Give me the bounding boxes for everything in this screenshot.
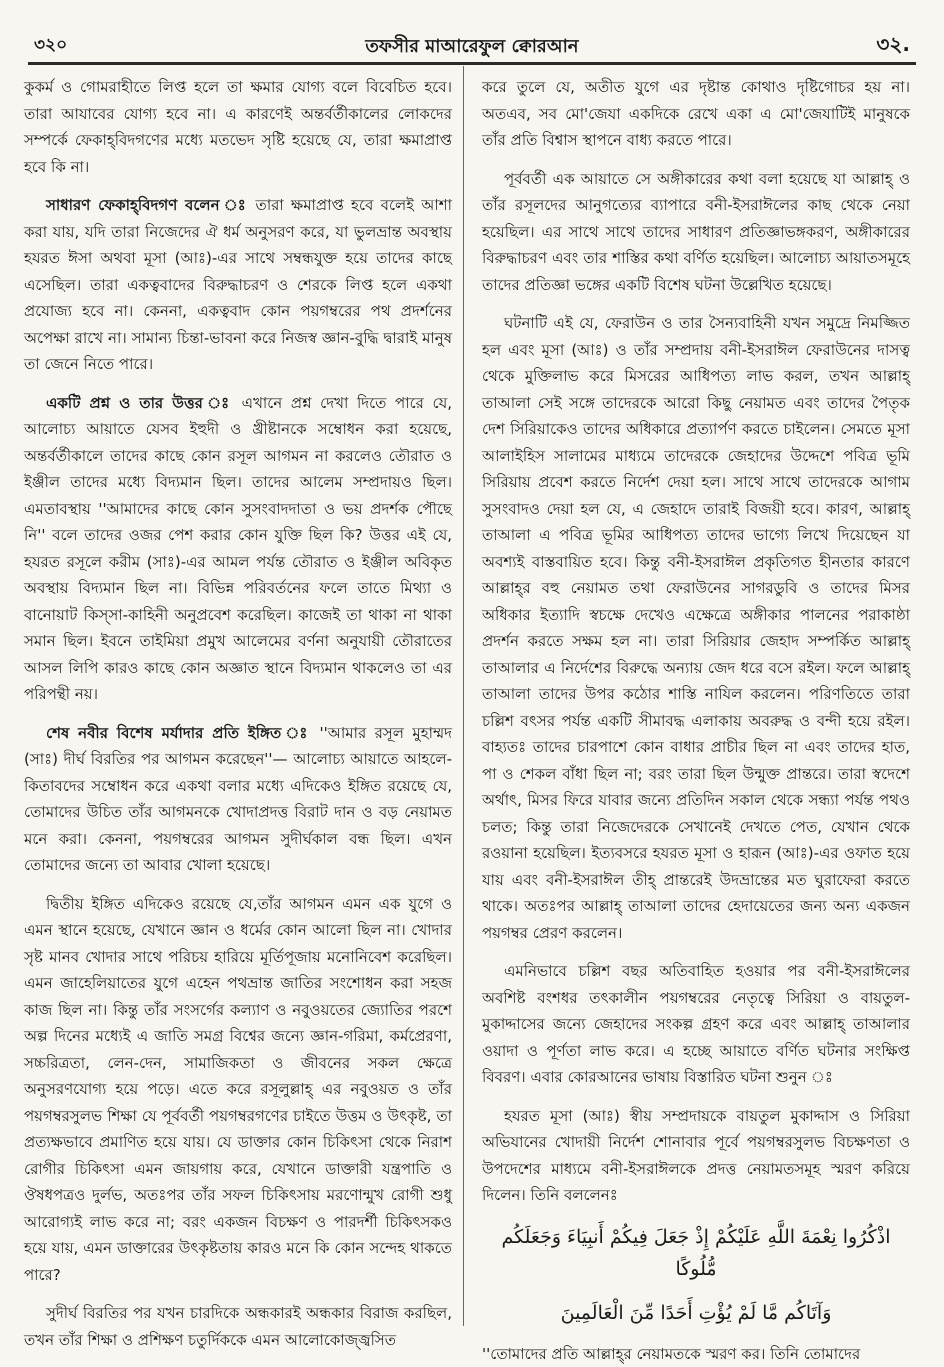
column-divider: [463, 66, 464, 1326]
page-number-left: ৩২০: [34, 32, 67, 60]
running-title: তফসীর মাআরেফুল ক্বোরআন: [28, 32, 916, 63]
paragraph: দ্বিতীয় ইঙ্গিত এদিকেও রয়েছে যে,তাঁর আগমন এমন এক যুগে ও এমন স্থানে হয়েছে, যেখানে জ্ঞান ও ধর্মের কোন আলো ছিল না। খোদার সৃষ্ট মানব খোদার সাথে পরিচয় হারিয়ে মূর্তিপূজায় মনোনিবেশ করেছিল। এমন জাহেলিয়াতের যুগে এহেন পথভ্রান্ত জাতির সংশোধন করা সহজ কাজ ছিল না। কিন্তু তাঁর সংসর্গের কল্যাণ ও নবুওয়তের জ্যোতির পরশে অল্প দিনের মধ্যেই এ জাতি সমগ্র বিশ্বের জন্যে জ্ঞান-গরিমা, কর্মপ্রেরণা, সচ্চরিত্রতা, লেন-দেন, সামাজিকতা ও জীবনের সকল ক্ষেত্রে অনুসরণযোগ্য হয়ে পড়ে। এতে করে রসূলুল্লাহ্‌ এর নবুওয়ত ও তাঁর পয়গম্বরসুলভ শিক্ষা যে পূর্ববর্তী পয়গম্বরগণের চাইতে উত্তম ও উৎকৃষ্ট, তা প্রত্যক্ষভাবে প্রমাণিত হয়ে যায়। যে ডাক্তার কোন চিকিৎসা থেকে নিরাশ রোগীর চিকিৎসা এমন জায়গায় করে, যেখানে ডাক্তারী যন্ত্রপাতি ও ঔষধপত্রও দুর্লভ, অতঃপর তাঁর সফল চিকিৎসায় মরণোন্মুখ রোগী শুধু আরোগ্যই লাভ করে না; বরং একজন বিচক্ষণ ও পারদর্শী চিকিৎসকও হয়ে যায়, এমন ডাক্তারের উৎকৃষ্টতায় কারও মনে কি কোন সন্দেহ থাকতে পারে?: [24, 891, 452, 1289]
header-rule: [28, 62, 916, 65]
paragraph: করে তুলে যে, অতীত যুগে এর দৃষ্টান্ত কোথাও দৃষ্টিগোচর হয় না। অতএব, সব মো'জেযা একদিকে রেখে একা এ মো'জেযাটিই মানুষকে তাঁর প্রতি বিশ্বাস স্থাপনে বাধ্য করতে পারে।: [482, 74, 910, 154]
left-column: [24, 74, 452, 1330]
page-number-right: ৩২.: [876, 30, 910, 63]
paragraph: একটি প্রশ্ন ও তার উত্তর ঃ এখানে প্রশ্ন দেখা দিতে পারে যে, আলোচ্য আয়াতে যেসব ইহুদী ও খ্রীষ্টানকে সম্বোধন করা হয়েছে, অন্তর্বর্তীকালে তাদের কাছে কোন রসূল আগমন না করলেও তৌরাত ও ইঞ্জীল তাদের মধ্যে বিদ্যমান ছিল। তাদের আলেম সম্প্রদায়ও ছিল। এমতাবস্থায় ''আমাদের কাছে কোন সুসংবাদদাতা ও ভয় প্রদর্শক পৌছে নি'' বলে তাদের ওজর পেশ করার কোন যুক্তি ছিল কি? উত্তর এই যে, হযরত রসূলে করীম (সাঃ)-এর আমল পর্যন্ত তৌরাত ও ইঞ্জীল অবিকৃত অবস্থায় বিদ্যমান ছিল না। বিভিন্ন পরিবর্তনের ফলে তাতে মিথ্যা ও বানোয়াট কিস্সা-কাহিনী অনুপ্রবেশ করেছিল। কাজেই তা থাকা না থাকা সমান ছিল। ইবনে তাইমিয়া প্রমুখ আলেমের বর্ণনা অনুযায়ী তৌরাতের আসল লিপি কারও কাছে কোন অজ্ঞাত স্থানে বিদ্যমান থাকলেও তা এর পরিপন্থী নয়।: [24, 390, 452, 708]
right-column: [482, 74, 910, 1330]
arabic-verse-line-1: اذْكُرُوا نِعْمَةَ اللَّهِ عَلَيْكُمْ إِذْ جَعَلَ فِيكُمْ أَنبِيَاءَ وَجَعَلَكُم مُّلُوكًا: [482, 1221, 910, 1285]
paragraph: সুদীর্ঘ বিরতির পর যখন চারদিকে অন্ধকারই অন্ধকার বিরাজ করছিল, তখন তাঁর শিক্ষা ও প্রশিক্ষণ চতুর্দিককে এমন আলোকোজ্জ্বসিত: [24, 1300, 452, 1353]
page-header: [28, 26, 916, 60]
translation-line: ''তোমাদের প্রতি আল্লাহ্‌র নেয়ামতকে স্মরণ কর। তিনি তোমাদের: [482, 1341, 910, 1367]
paragraph: ঘটনাটি এই যে, ফেরাউন ও তার সৈন্যবাহিনী যখন সমুদ্রে নিমজ্জিত হল এবং মূসা (আঃ) ও তাঁর সম্প্রদায় বনী-ইসরাঈল ফেরাউনের দাসত্ব থেকে মুক্তিলাভ করে মিসরের আধিপত্য লাভ করল, তখন আল্লাহ্‌ তাআলা সেই সঙ্গে তাদেরকে আরো কিছু নেয়ামত এবং তাদের পৈতৃক দেশ সিরিয়াকেও তাদের অধিকারে প্রত্যার্পণ করতে চাইলেন। সেমতে মূসা আলাইহিস সালামের মাধ্যমে তাদেরকে জেহাদের উদ্দেশে পবিত্র ভূমি সিরিয়ায় প্রবেশ করতে নির্দেশ দেয়া হল। সাথে সাথে তাদেরকে আগাম সুসংবাদও দেয়া হল যে, এ জেহাদে তারাই বিজয়ী হবে। কারণ, আল্লাহ্‌ তাআলা এ পবিত্র ভূমির আধিপত্য তাদের ভাগ্যে লিখে দিয়েছেন যা অবশ্যই বাস্তবায়িত হবে। কিন্তু বনী-ইসরাঈল প্রকৃতিগত হীনতার কারণে আল্লাহ্‌র বহু নেয়ামত তথা ফেরাউনের সাগরডুবি ও তাদের মিসর অধিকার ইত্যাদি স্বচক্ষে দেখেও এক্ষেত্রে অঙ্গীকার পালনের পরাকাষ্ঠা প্রদর্শন করতে সক্ষম হল না। তারা সিরিয়ার জেহাদ সম্পর্কিত আল্লাহ্‌ তাআলার এ নির্দেশের বিরুদ্ধে অন্যায় জেদ ধরে বসে রইল। ফলে আল্লাহ্‌ তাআলা তাদের উপর কঠোর শাস্তি নাযিল করলেন। পরিণতিতে তারা চল্লিশ বৎসর পর্যন্ত একটি সীমাবদ্ধ এলাকায় অবরুদ্ধ ও বন্দী হয়ে রইল। বাহ্যতঃ তাদের চারপাশে কোন বাধার প্রাচীর ছিল না এবং তাদের হাত, পা ও শেকল বাঁধা ছিল না; বরং তারা ছিল উন্মুক্ত প্রান্তরে। তারা স্বদেশে অর্থাৎ, মিসর ফিরে যাবার জন্যে প্রতিদিন সকাল থেকে সন্ধ্যা পর্যন্ত পথও চলত; কিন্তু তারা নিজেদেরকে সেখানেই দেখতে পেত, যেখান থেকে রওয়ানা হয়েছিল। ইত্যবসরে হযরত মূসা ও হারূন (আঃ)-এর ওফাত হয়ে যায় এবং বনী-ইসরাঈল তীহ্‌ প্রান্তরেই উদভ্রান্তের মত ঘুরাফেরা করতে থাকে। অতঃপর আল্লাহ্‌ তাআলা তাদের হেদায়েতের জন্য অন্য একজন পয়গম্বর প্রেরণ করলেন।: [482, 310, 910, 946]
paragraph: কুকর্ম ও গোমরাহীতে লিপ্ত হলে তা ক্ষমার যোগ্য বলে বিবেচিত হবে। তারা আযাবের যোগ্য হবে না। এ কারণেই অন্তর্বর্তীকালের লোকদের সম্পর্কে ফেকাহ্‌বিদগণের মধ্যে মতভেদ সৃষ্টি হয়েছে যে, তারা ক্ষমাপ্রাপ্ত হবে কি না।: [24, 74, 452, 180]
paragraph: শেষ নবীর বিশেষ মর্যাদার প্রতি ইঙ্গিত ঃ ''আমার রসূল মুহাম্মদ (সাঃ) দীর্ঘ বিরতির পর আগমন করেছেন''— আলোচ্য আয়াতে আহলে-কিতাবদের সম্বোধন করে একথা বলার মধ্যে এদিকেও ইঙ্গিত রয়েছে যে, তোমাদের উচিত তাঁর আগমনকে খোদাপ্রদত্ত বিরাট দান ও বড় নেয়ামত মনে করা। কেননা, পয়গম্বরের আগমন সুদীর্ঘকাল বন্ধ ছিল। এখন তোমাদের জন্যে তা আবার খোলা হয়েছে।: [24, 720, 452, 879]
paragraph: পূর্ববর্তী এক আয়াতে সে অঙ্গীকারের কথা বলা হয়েছে যা আল্লাহ্‌ ও তাঁর রসূলদের আনুগত্যের ব্যাপারে বনী-ইসরাঈলের কাছ থেকে নেয়া হয়েছিল। এর সাথে সাথে তাদের সাধারণ প্রতিজ্ঞাভঙ্গকরণ, অঙ্গীকারের বিরুদ্ধাচরণ এবং তার শাস্তির কথা বর্ণিত হয়েছিল। আলোচ্য আয়াতসমূহে তাদের প্রতিজ্ঞা ভঙ্গের একটি বিশেষ ঘটনা উল্লেখিত হয়েছে।: [482, 166, 910, 299]
paragraph: সাধারণ ফেকাহ্‌বিদগণ বলেন ঃ তারা ক্ষমাপ্রাপ্ত হবে বলেই আশা করা যায়, যদি তারা নিজেদের ঐ ধর্ম অনুসরণ করে, যা ভুলভ্রান্ত অবস্থায় হযরত ঈসা অথবা মূসা (আঃ)-এর সাথে সম্বন্ধযুক্ত হয়ে তাদের কাছে এসেছিল। তারা একত্ববাদের বিরুদ্ধাচরণ ও শেরকে লিপ্ত হলে একথা প্রযোজ্য হবে না। কেননা, একত্ববাদ কোন পয়গম্বরের পথ প্রদর্শনের অপেক্ষা রাখে না। সামান্য চিন্তা-ভাবনা করে নিজস্ব জ্ঞান-বুদ্ধি দ্বারাই মানুষ তা জেনে নিতে পারে।: [24, 192, 452, 378]
paragraph: এমনিভাবে চল্লিশ বছর অতিবাহিত হওয়ার পর বনী-ইসরাঈলের অবশিষ্ট বংশধর তৎকালীন পয়গম্বরের নেতৃত্বে সিরিয়া ও বায়তুল-মুকাদ্দাসের জন্যে জেহাদের সংকল্প গ্রহণ করে এবং আল্লাহ্‌ তাআলার ওয়াদা ও পূর্ণতা লাভ করে। এ হচ্ছে আয়াতে বর্ণিত ঘটনার সংক্ষিপ্ত বিবরণ। এবার কোরআনের ভাষায় বিস্তারিত ঘটনা শুনুন ঃ: [482, 958, 910, 1091]
arabic-verse-line-2: وَآتَاكُم مَّا لَمْ يُؤْتِ أَحَدًا مِّنَ الْعَالَمِينَ: [482, 1297, 910, 1329]
paragraph: হযরত মূসা (আঃ) স্বীয় সম্প্রদায়কে বায়তুল মুকাদ্দাস ও সিরিয়া অভিযানের খোদায়ী নির্দেশ শোনাবার পূর্বে পয়গম্বরসুলভ বিচক্ষণতা ও উপদেশের মাধ্যমে বনী-ইসরাঈলকে প্রদত্ত নেয়ামতসমূহ স্মরণ করিয়ে দিলেন। তিনি বললেনঃ: [482, 1103, 910, 1209]
